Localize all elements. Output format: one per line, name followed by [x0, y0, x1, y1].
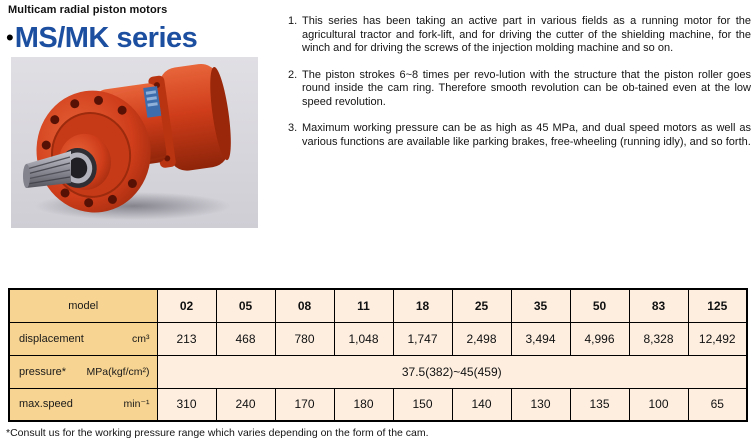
max-speed-cell: 135	[570, 388, 629, 421]
row-unit: MPa(kgf/cm²)	[86, 365, 150, 378]
model-cell: 02	[157, 289, 216, 322]
max-speed-cell: 140	[452, 388, 511, 421]
displacement-cell: 213	[157, 322, 216, 355]
spec-table	[8, 288, 748, 422]
table-row-max-speed	[9, 388, 747, 421]
feature-number: 3.	[288, 122, 298, 134]
model-cell: 83	[629, 289, 688, 322]
model-cell: 18	[393, 289, 452, 322]
row-unit: min⁻¹	[123, 398, 150, 411]
model-cell: 11	[334, 289, 393, 322]
table-row-model	[9, 289, 747, 322]
model-header-label: model	[9, 289, 157, 322]
model-cell: 25	[452, 289, 511, 322]
page-title	[6, 22, 197, 54]
pressure-header	[9, 355, 157, 388]
feature-text: The piston strokes 6~8 times per revo-lution with the structure that the piston roller goes round inside the cam ring. Therefore smooth revolution can be ob-tained even at the low speed revolution.	[302, 68, 751, 108]
table-row-displacement	[9, 322, 747, 355]
model-cell: 35	[511, 289, 570, 322]
table-row-pressure	[9, 355, 747, 388]
page-title-text: MS/MK series	[14, 22, 198, 54]
feature-item	[288, 69, 751, 110]
kicker-text: Multicam radial piston motors	[8, 4, 168, 16]
row-unit: cm³	[132, 332, 150, 345]
row-label: max.speed	[19, 398, 73, 411]
displacement-cell: 12,492	[688, 322, 747, 355]
feature-item	[288, 122, 751, 149]
max-speed-cell: 170	[275, 388, 334, 421]
model-cell: 125	[688, 289, 747, 322]
max-speed-cell: 65	[688, 388, 747, 421]
displacement-header	[9, 322, 157, 355]
bullet-icon: •	[6, 25, 14, 50]
model-cell: 05	[216, 289, 275, 322]
feature-list	[288, 15, 751, 162]
model-cell: 50	[570, 289, 629, 322]
row-label: pressure*	[19, 365, 67, 378]
table-footnote: *Consult us for the working pressure range which varies depending on the form of the cam.	[6, 427, 429, 439]
product-photo	[11, 57, 258, 228]
displacement-cell: 1,747	[393, 322, 452, 355]
motor-illustration	[11, 57, 258, 228]
feature-number: 1.	[288, 15, 298, 27]
pressure-cell: 37.5(382)~45(459)	[157, 355, 747, 388]
feature-text: This series has been taking an active part in various fields as a running motor for the agricultural tractor and fork-lift, and for driving the cutter of the shielding machine, for the winch and for driving the screws of the injection molding machine and so on.	[302, 15, 751, 54]
max-speed-cell: 100	[629, 388, 688, 421]
max-speed-cell: 180	[334, 388, 393, 421]
max-speed-cell: 150	[393, 388, 452, 421]
displacement-cell: 1,048	[334, 322, 393, 355]
displacement-cell: 4,996	[570, 322, 629, 355]
model-cell: 08	[275, 289, 334, 322]
displacement-cell: 468	[216, 322, 275, 355]
max-speed-header	[9, 388, 157, 421]
max-speed-cell: 130	[511, 388, 570, 421]
displacement-cell: 780	[275, 322, 334, 355]
displacement-cell: 8,328	[629, 322, 688, 355]
spec-table-container	[8, 288, 748, 422]
max-speed-cell: 240	[216, 388, 275, 421]
displacement-cell: 2,498	[452, 322, 511, 355]
feature-number: 2.	[288, 68, 298, 81]
max-speed-cell: 310	[157, 388, 216, 421]
feature-item	[288, 15, 751, 56]
row-label: displacement	[19, 332, 84, 345]
displacement-cell: 3,494	[511, 322, 570, 355]
feature-text: Maximum working pressure can be as high as 45 MPa, and dual speed motors as well as various functions are available like parking brakes, free-wheeling (running idly), and so forth.	[302, 122, 751, 148]
